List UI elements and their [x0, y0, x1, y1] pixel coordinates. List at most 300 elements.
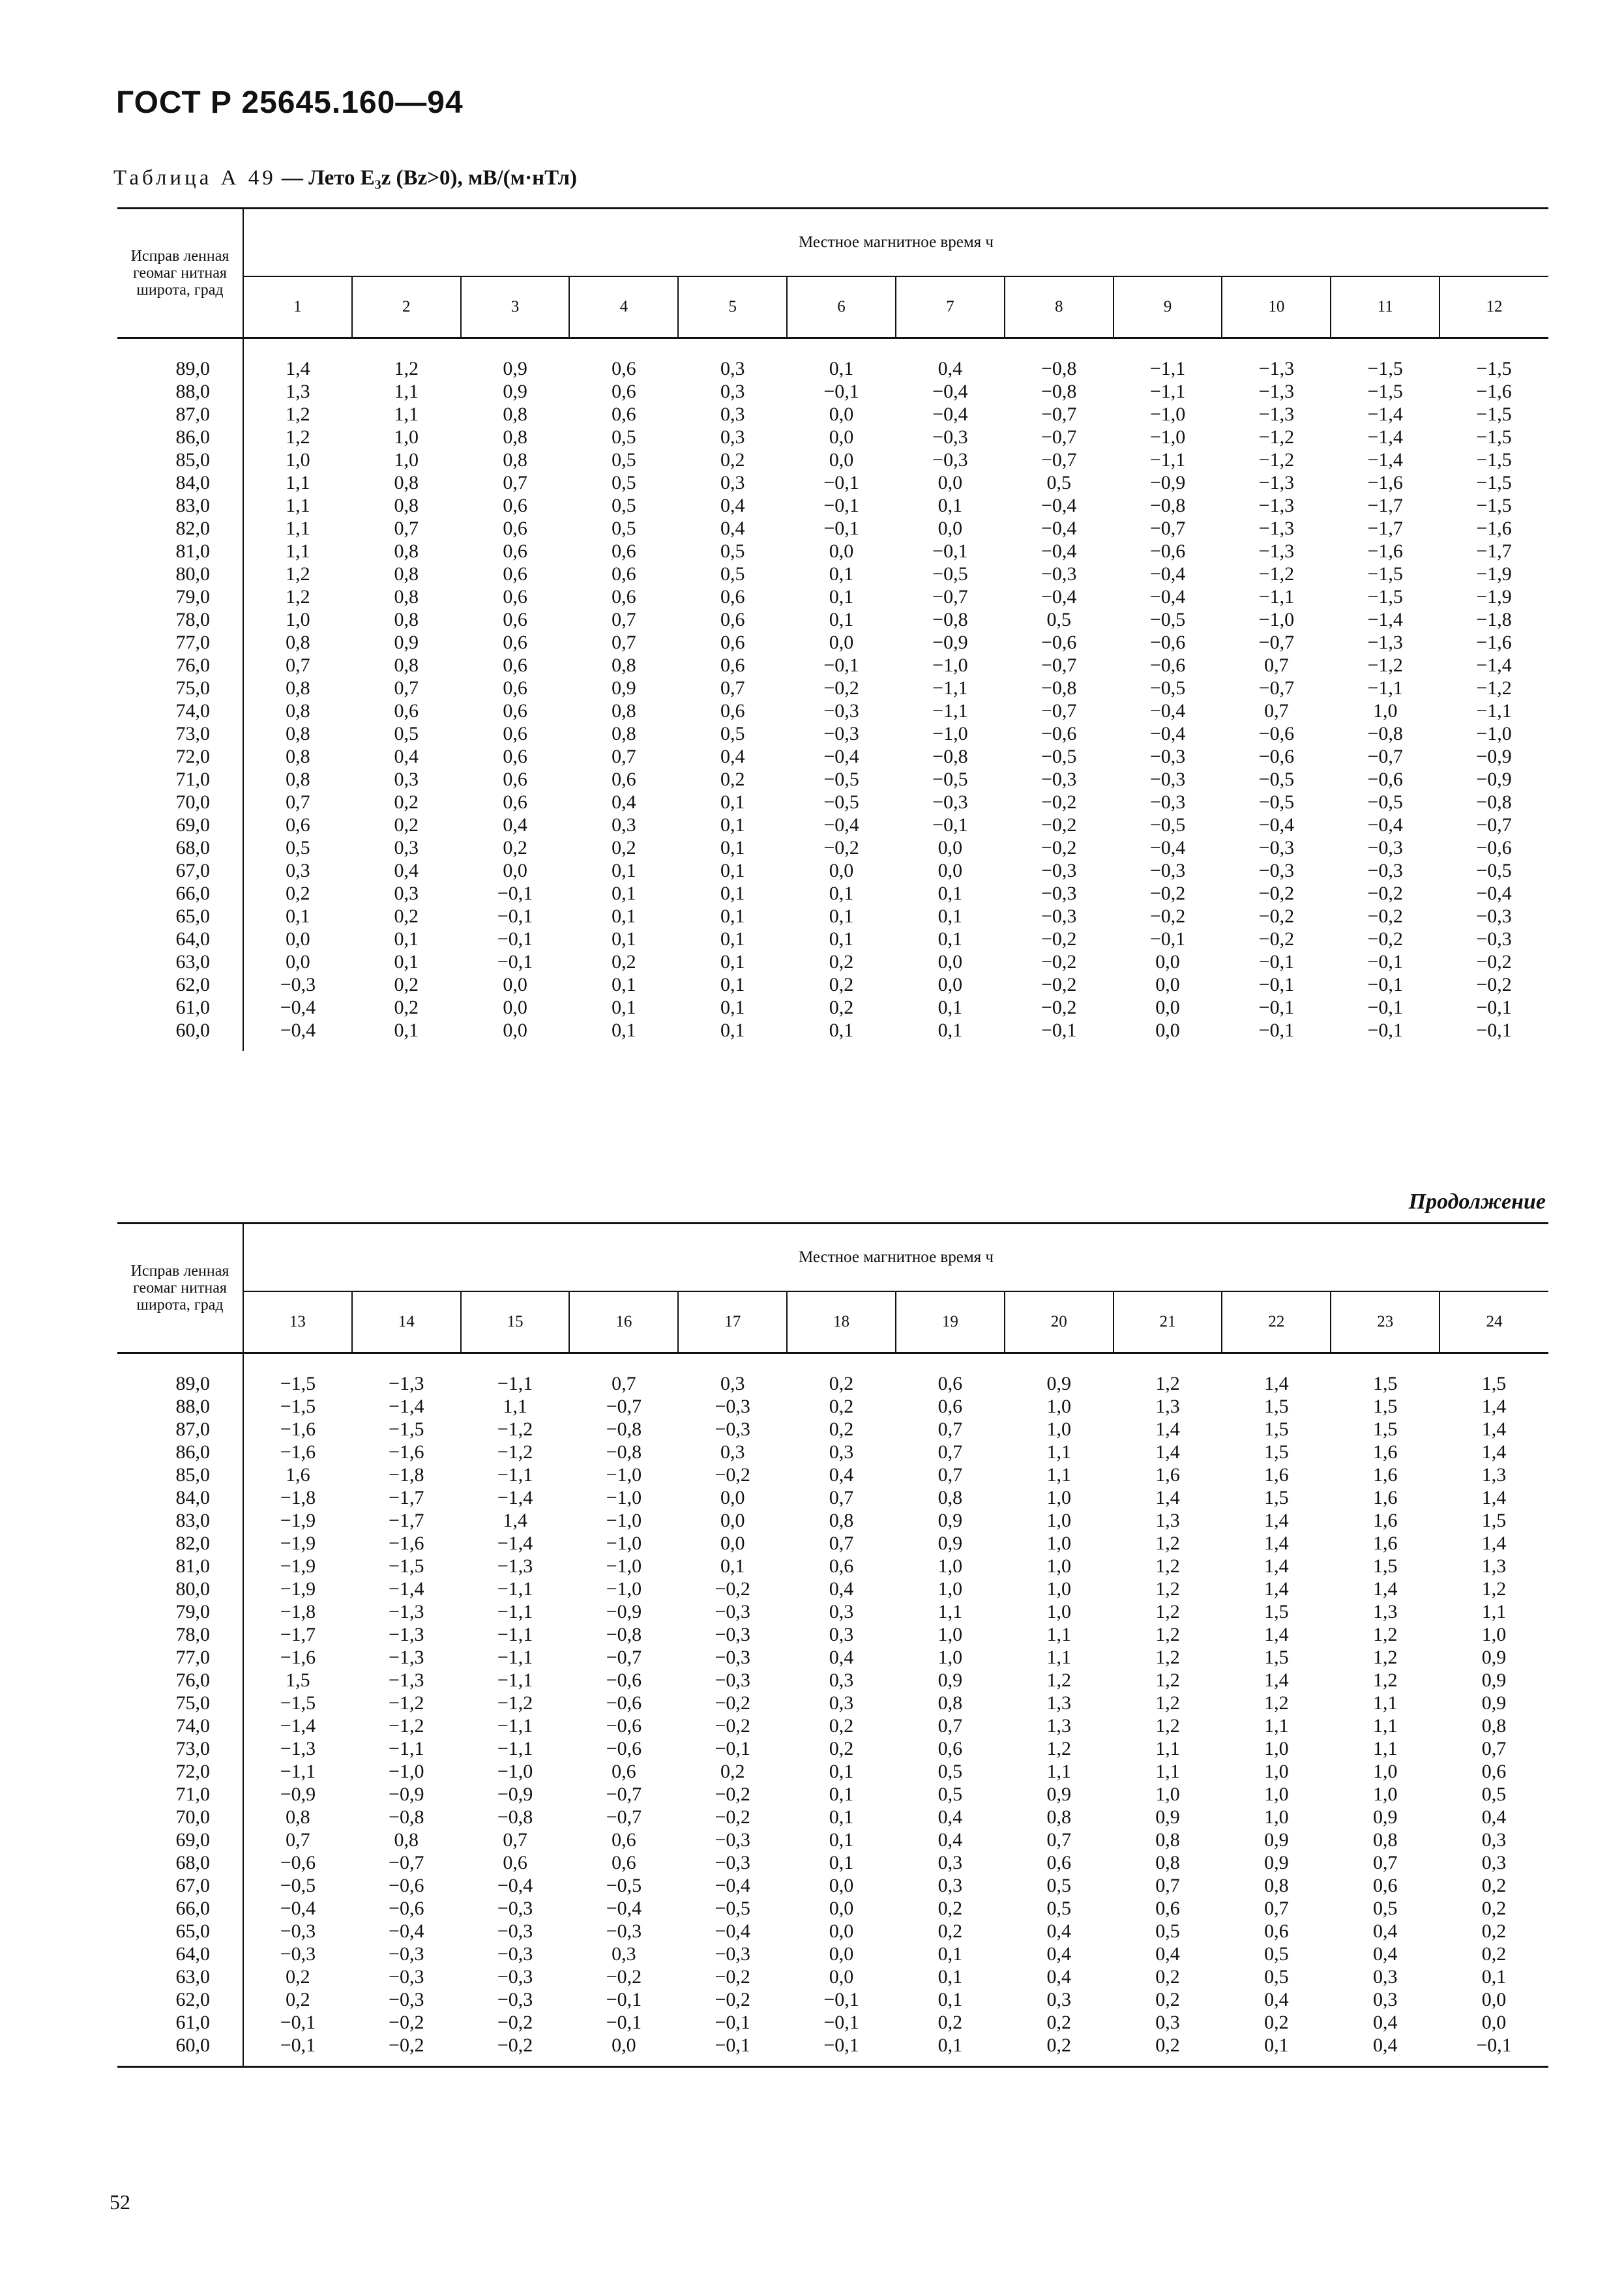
value-cell: −1,4 [1476, 654, 1512, 676]
table-row [117, 905, 1548, 928]
value-cell: −0,3 [932, 426, 968, 448]
value-cell: 0,1 [937, 495, 963, 516]
value-cell: −0,6 [1149, 654, 1186, 676]
value-cell: 1,0 [937, 1647, 963, 1668]
value-cell: −0,1 [823, 2012, 859, 2033]
value-cell: 0,2 [1264, 2012, 1289, 2033]
value-cell: 1,1 [1372, 1715, 1398, 1737]
value-cell: −0,4 [932, 404, 968, 425]
value-cell: 0,7 [612, 746, 636, 767]
value-cell: 0,4 [937, 358, 963, 379]
value-cell: −0,5 [823, 791, 859, 813]
value-cell: −1,0 [606, 1555, 642, 1577]
value-cell: 1,4 [1155, 1441, 1180, 1463]
value-cell: −0,4 [1149, 586, 1186, 608]
value-cell: 1,1 [503, 1396, 527, 1417]
value-cell: −0,1 [1258, 1020, 1295, 1041]
value-cell: −0,7 [1476, 814, 1512, 836]
value-cell: −0,4 [715, 1875, 750, 1896]
value-cell: 0,2 [937, 1898, 963, 1919]
value-cell: 0,1 [720, 837, 745, 859]
value-cell: 1,5 [1372, 1555, 1398, 1577]
value-cell: 1,0 [1264, 1761, 1289, 1782]
value-cell: −1,4 [1367, 426, 1403, 448]
value-cell: 1,4 [1264, 1373, 1289, 1394]
value-cell: 1,2 [1046, 1738, 1071, 1759]
value-cell: −1,9 [280, 1578, 316, 1600]
value-cell: −0,2 [1476, 974, 1512, 995]
value-cell: 0,0 [1155, 1020, 1180, 1041]
value-cell: 0,5 [937, 1784, 963, 1805]
value-cell: −0,7 [606, 1647, 642, 1668]
value-cell: 0,4 [1264, 1989, 1289, 2010]
value-cell: 1,2 [286, 563, 310, 585]
table-row [117, 338, 1548, 381]
value-cell: 0,0 [829, 449, 854, 471]
value-cell: −1,5 [1476, 472, 1512, 493]
value-cell: −0,3 [280, 1920, 316, 1942]
value-cell: −0,3 [715, 1647, 750, 1668]
table-row [117, 1920, 1548, 1943]
value-cell: 1,1 [937, 1601, 963, 1622]
value-cell: 0,9 [503, 358, 527, 379]
value-cell: −0,3 [715, 1601, 750, 1622]
value-cell: 1,4 [286, 358, 310, 379]
value-cell: −0,3 [1258, 837, 1295, 859]
latitude-cell: 73,0 [117, 1737, 243, 1760]
latitude-cell: 88,0 [117, 380, 243, 403]
value-cell: 1,3 [1372, 1601, 1398, 1622]
value-cell: −0,5 [1367, 791, 1403, 813]
value-cell: 0,8 [286, 632, 310, 653]
value-cell: −0,8 [1041, 358, 1077, 379]
value-cell: 1,4 [1481, 1533, 1507, 1554]
value-cell: 1,2 [394, 358, 419, 379]
value-cell: 1,2 [1155, 1533, 1180, 1554]
value-cell: −0,9 [389, 1784, 424, 1805]
value-cell: −0,3 [1041, 769, 1077, 790]
latitude-cell: 62,0 [117, 1988, 243, 2011]
latitude-cell: 81,0 [117, 1555, 243, 1578]
value-cell: −0,3 [1041, 860, 1077, 881]
value-cell: 0,2 [829, 1396, 854, 1417]
value-cell: −0,1 [823, 381, 859, 402]
value-cell: 0,4 [937, 1829, 963, 1851]
value-cell: −1,5 [280, 1396, 316, 1417]
value-cell: −0,2 [1041, 814, 1077, 836]
value-cell: 0,0 [503, 974, 527, 995]
value-cell: −0,3 [497, 1943, 533, 1965]
value-cell: −0,2 [606, 1966, 642, 1988]
value-cell: 0,9 [1046, 1373, 1071, 1394]
value-cell: −0,2 [823, 677, 859, 699]
value-cell: 0,6 [612, 1829, 636, 1851]
latitude-cell: 84,0 [117, 471, 243, 494]
value-cell: −1,3 [1258, 518, 1295, 539]
latitude-cell: 82,0 [117, 517, 243, 540]
value-cell: 0,8 [286, 723, 310, 744]
latitude-column-header: Исправ ленная геомаг нитная широта, град [117, 1224, 243, 1353]
table-row [117, 1600, 1548, 1623]
value-cell: 1,0 [1046, 1555, 1071, 1577]
latitude-cell: 78,0 [117, 608, 243, 631]
value-cell: 0,2 [1481, 1943, 1507, 1965]
value-cell: −0,2 [715, 1692, 750, 1714]
value-cell: 0,8 [286, 677, 310, 699]
value-cell: −0,8 [606, 1418, 642, 1440]
table-row [117, 631, 1548, 654]
value-cell: 0,2 [612, 951, 636, 973]
value-cell: −0,8 [932, 746, 968, 767]
value-cell: 1,6 [1155, 1464, 1180, 1486]
value-cell: −0,3 [715, 1669, 750, 1691]
value-cell: 0,5 [612, 472, 636, 493]
value-cell: 0,3 [720, 472, 745, 493]
value-cell: 0,5 [286, 837, 310, 859]
value-cell: 0,6 [612, 563, 636, 585]
value-cell: −1,9 [1476, 586, 1512, 608]
value-cell: 1,4 [1264, 1510, 1289, 1531]
value-cell: −0,4 [606, 1898, 642, 1919]
value-cell: 0,3 [1046, 1989, 1071, 2010]
value-cell: −0,3 [715, 1418, 750, 1440]
value-cell: −1,4 [1367, 609, 1403, 630]
value-cell: −0,1 [1367, 951, 1403, 973]
table-row [117, 1988, 1548, 2011]
latitude-cell: 70,0 [117, 1806, 243, 1828]
value-cell: 0,1 [720, 928, 745, 950]
value-cell: −1,7 [1476, 540, 1512, 562]
hour-header: 18 [787, 1291, 896, 1353]
hour-header: 21 [1114, 1291, 1222, 1353]
table-row [117, 882, 1548, 905]
value-cell: −1,1 [497, 1464, 533, 1486]
value-cell: 0,8 [1046, 1806, 1071, 1828]
value-cell: 1,0 [937, 1624, 963, 1645]
value-cell: 0,0 [829, 632, 854, 653]
value-cell: −0,5 [823, 769, 859, 790]
value-cell: −0,1 [1258, 997, 1295, 1018]
table-row [117, 1532, 1548, 1555]
value-cell: 1,3 [286, 381, 310, 402]
latitude-cell: 71,0 [117, 768, 243, 791]
value-cell: 0,5 [1046, 1875, 1071, 1896]
value-cell: 0,8 [394, 586, 419, 608]
value-cell: 0,0 [503, 1020, 527, 1041]
value-cell: −1,5 [1476, 495, 1512, 516]
latitude-cell: 65,0 [117, 1920, 243, 1943]
value-cell: −0,1 [823, 654, 859, 676]
value-cell: −0,6 [1041, 632, 1077, 653]
value-cell: −1,8 [1476, 609, 1512, 630]
latitude-cell: 74,0 [117, 699, 243, 722]
value-cell: −0,4 [1041, 495, 1077, 516]
value-cell: 0,6 [937, 1738, 963, 1759]
value-cell: −0,2 [715, 1578, 750, 1600]
value-cell: 0,1 [720, 883, 745, 904]
hour-header: 20 [1005, 1291, 1114, 1353]
value-cell: 0,0 [829, 426, 854, 448]
value-cell: −0,4 [1476, 883, 1512, 904]
value-cell: 0,8 [286, 769, 310, 790]
table-row [117, 1441, 1548, 1463]
latitude-cell: 83,0 [117, 494, 243, 517]
value-cell: 0,7 [937, 1715, 963, 1737]
value-cell: 0,5 [612, 518, 636, 539]
latitude-cell: 85,0 [117, 1463, 243, 1486]
value-cell: 0,5 [1264, 1943, 1289, 1965]
value-cell: 0,1 [937, 883, 963, 904]
value-cell: −1,1 [1149, 449, 1186, 471]
value-cell: 0,0 [937, 860, 963, 881]
value-cell: 0,7 [612, 609, 636, 630]
value-cell: 0,5 [612, 426, 636, 448]
value-cell: 0,3 [720, 358, 745, 379]
value-cell: −0,2 [1367, 905, 1403, 927]
value-cell: −0,4 [1149, 837, 1186, 859]
value-cell: 0,0 [829, 1966, 854, 1988]
value-cell: −0,6 [606, 1692, 642, 1714]
table-row [117, 859, 1548, 882]
latitude-cell: 82,0 [117, 1532, 243, 1555]
value-cell: 0,2 [829, 951, 854, 973]
value-cell: 0,7 [1155, 1875, 1180, 1896]
value-cell: 0,0 [1481, 1989, 1507, 2010]
hour-header: 3 [461, 276, 570, 338]
value-cell: 0,0 [569, 2034, 678, 2067]
value-cell: 0,3 [829, 1441, 854, 1463]
value-cell: 0,5 [720, 563, 745, 585]
value-cell: −0,4 [1041, 518, 1077, 539]
table-row [117, 791, 1548, 814]
value-cell: 1,1 [1046, 1464, 1071, 1486]
value-cell: 1,0 [937, 1555, 963, 1577]
value-cell: 1,1 [286, 540, 310, 562]
value-cell: −1,1 [1367, 677, 1403, 699]
value-cell: 0,1 [612, 883, 636, 904]
value-cell: −1,1 [1149, 358, 1186, 379]
value-cell: 1,1 [1046, 1624, 1071, 1645]
value-cell: −0,1 [1476, 1020, 1512, 1041]
value-cell: 0,6 [286, 814, 310, 836]
value-cell: 1,2 [1155, 1578, 1180, 1600]
value-cell: −0,8 [1149, 495, 1186, 516]
value-cell: −0,4 [1041, 586, 1077, 608]
value-cell: 0,7 [1264, 700, 1289, 722]
latitude-column-header: Исправ ленная геомаг нитная широта, град [117, 209, 243, 338]
value-cell: 1,1 [286, 495, 310, 516]
value-cell: −0,1 [606, 2012, 642, 2033]
value-cell: 0,8 [394, 540, 419, 562]
value-cell: −0,3 [715, 1829, 750, 1851]
latitude-cell: 74,0 [117, 1714, 243, 1737]
latitude-cell: 75,0 [117, 677, 243, 699]
hour-header: 17 [678, 1291, 787, 1353]
hour-header: 1 [243, 276, 352, 338]
value-cell: −1,4 [389, 1578, 424, 1600]
latitude-cell: 67,0 [117, 859, 243, 882]
hour-header: 2 [352, 276, 461, 338]
value-cell: −1,2 [1367, 654, 1403, 676]
value-cell: 0,4 [394, 746, 419, 767]
value-cell: −0,2 [1041, 928, 1077, 950]
value-cell: −0,3 [1476, 905, 1512, 927]
value-cell: −0,6 [1149, 632, 1186, 653]
value-cell: 0,6 [503, 563, 527, 585]
value-cell: 0,5 [612, 495, 636, 516]
value-cell: 0,2 [720, 449, 745, 471]
value-cell: −1,3 [1367, 632, 1403, 653]
value-cell: −0,3 [1041, 883, 1077, 904]
value-cell: 0,2 [1046, 2012, 1071, 2033]
value-cell: 0,6 [612, 1761, 636, 1782]
value-cell: 1,5 [1264, 1487, 1289, 1508]
hour-header: 24 [1439, 1291, 1548, 1353]
value-cell: −0,2 [715, 1784, 750, 1805]
value-cell: 0,6 [503, 495, 527, 516]
value-cell: −1,5 [389, 1418, 424, 1440]
value-cell: −1,2 [497, 1441, 533, 1463]
value-cell: 0,4 [503, 814, 527, 836]
value-cell: 0,0 [829, 1898, 854, 1919]
value-cell: −1,1 [932, 700, 968, 722]
table-row [117, 950, 1548, 973]
local-time-group-header: Местное магнитное время ч [243, 1224, 1548, 1292]
value-cell: 0,8 [612, 700, 636, 722]
value-cell: −0,2 [715, 1715, 750, 1737]
value-cell: −0,3 [932, 791, 968, 813]
value-cell: −1,9 [280, 1555, 316, 1577]
value-cell: 0,8 [286, 1806, 310, 1828]
table-row [117, 1395, 1548, 1418]
value-cell: −0,1 [606, 1989, 642, 2010]
value-cell: 1,5 [286, 1669, 310, 1691]
value-cell: −0,7 [1149, 518, 1186, 539]
value-cell: 0,0 [1155, 951, 1180, 973]
hour-header: 6 [787, 276, 896, 338]
value-cell: 0,3 [937, 1852, 963, 1873]
value-cell: −0,6 [389, 1898, 424, 1919]
value-cell: 1,6 [1372, 1533, 1398, 1554]
value-cell: 0,3 [394, 883, 419, 904]
value-cell: 0,1 [1481, 1966, 1507, 1988]
value-cell: 0,6 [1046, 1852, 1071, 1873]
value-cell: 0,0 [829, 1920, 854, 1942]
value-cell: −0,9 [497, 1784, 533, 1805]
value-cell: 0,1 [937, 1989, 963, 2010]
value-cell: −0,1 [1041, 1020, 1077, 1041]
latitude-cell: 77,0 [117, 631, 243, 654]
table-row [117, 1737, 1548, 1760]
value-cell: −1,0 [606, 1510, 642, 1531]
value-cell: 0,0 [503, 997, 527, 1018]
table-row [117, 1418, 1548, 1441]
value-cell: −1,5 [280, 1692, 316, 1714]
hour-header: 19 [896, 1291, 1005, 1353]
value-cell: 0,4 [829, 1464, 854, 1486]
value-cell: 1,4 [1481, 1441, 1507, 1463]
table-row [117, 448, 1548, 471]
value-cell: 0,8 [394, 654, 419, 676]
value-cell: 0,8 [394, 495, 419, 516]
value-cell: −1,6 [1476, 381, 1512, 402]
value-cell: 1,1 [1481, 1601, 1507, 1622]
value-cell: 1,2 [1155, 1555, 1180, 1577]
value-cell: −1,6 [280, 1647, 316, 1668]
value-cell: 1,0 [394, 426, 419, 448]
value-cell: −0,4 [932, 381, 968, 402]
value-cell: −0,3 [1041, 563, 1077, 585]
value-cell: 0,9 [612, 677, 636, 699]
value-cell: 0,8 [1155, 1852, 1180, 1873]
data-table-hours-13-24 [117, 1222, 1548, 2068]
value-cell: 1,0 [1046, 1418, 1071, 1440]
value-cell: 1,2 [1155, 1624, 1180, 1645]
value-cell: −0,4 [1367, 814, 1403, 836]
table-row [117, 677, 1548, 699]
value-cell: 0,9 [1372, 1806, 1398, 1828]
latitude-cell: 66,0 [117, 1897, 243, 1920]
value-cell: −0,1 [715, 2012, 750, 2033]
value-cell: 0,2 [1481, 1920, 1507, 1942]
value-cell: 0,0 [937, 837, 963, 859]
table-row [117, 2011, 1548, 2034]
latitude-cell: 72,0 [117, 745, 243, 768]
value-cell: 1,0 [1372, 1761, 1398, 1782]
value-cell: 1,4 [1264, 1669, 1289, 1691]
latitude-cell: 84,0 [117, 1486, 243, 1509]
value-cell: −1,5 [389, 1555, 424, 1577]
table-row [117, 585, 1548, 608]
value-cell: 1,2 [1155, 1647, 1180, 1668]
latitude-cell: 61,0 [117, 996, 243, 1019]
value-cell: −1,0 [606, 1533, 642, 1554]
value-cell: 0,8 [394, 472, 419, 493]
value-cell: −1,4 [497, 1533, 533, 1554]
value-cell: −1,8 [389, 1464, 424, 1486]
value-cell: −1,5 [1476, 426, 1512, 448]
value-cell: 1,6 [1372, 1464, 1398, 1486]
value-cell: 0,6 [612, 404, 636, 425]
value-cell: 0,4 [720, 495, 745, 516]
table-row [117, 814, 1548, 836]
value-cell: 0,1 [720, 951, 745, 973]
value-cell: −0,3 [497, 1966, 533, 1988]
value-cell: −0,1 [787, 2034, 896, 2067]
value-cell: 1,5 [1372, 1373, 1398, 1394]
value-cell: 0,8 [286, 746, 310, 767]
value-cell: −0,5 [1258, 769, 1295, 790]
value-cell: 1,3 [1046, 1715, 1071, 1737]
value-cell: 0,8 [394, 1829, 419, 1851]
value-cell: 0,6 [720, 609, 745, 630]
value-cell: 1,4 [503, 1510, 527, 1531]
value-cell: 0,4 [1372, 1943, 1398, 1965]
latitude-cell: 61,0 [117, 2011, 243, 2034]
value-cell: 0,0 [1481, 2012, 1507, 2033]
value-cell: −1,3 [1258, 404, 1295, 425]
value-cell: 0,6 [612, 381, 636, 402]
value-cell: 0,2 [937, 2012, 963, 2033]
value-cell: 1,0 [1155, 1784, 1180, 1805]
value-cell: −0,1 [243, 2034, 352, 2067]
value-cell: −1,2 [497, 1418, 533, 1440]
value-cell: 1,2 [1372, 1647, 1398, 1668]
value-cell: −0,2 [1041, 837, 1077, 859]
value-cell: 0,3 [720, 1373, 745, 1394]
value-cell: 0,3 [720, 381, 745, 402]
value-cell: 0,6 [503, 654, 527, 676]
